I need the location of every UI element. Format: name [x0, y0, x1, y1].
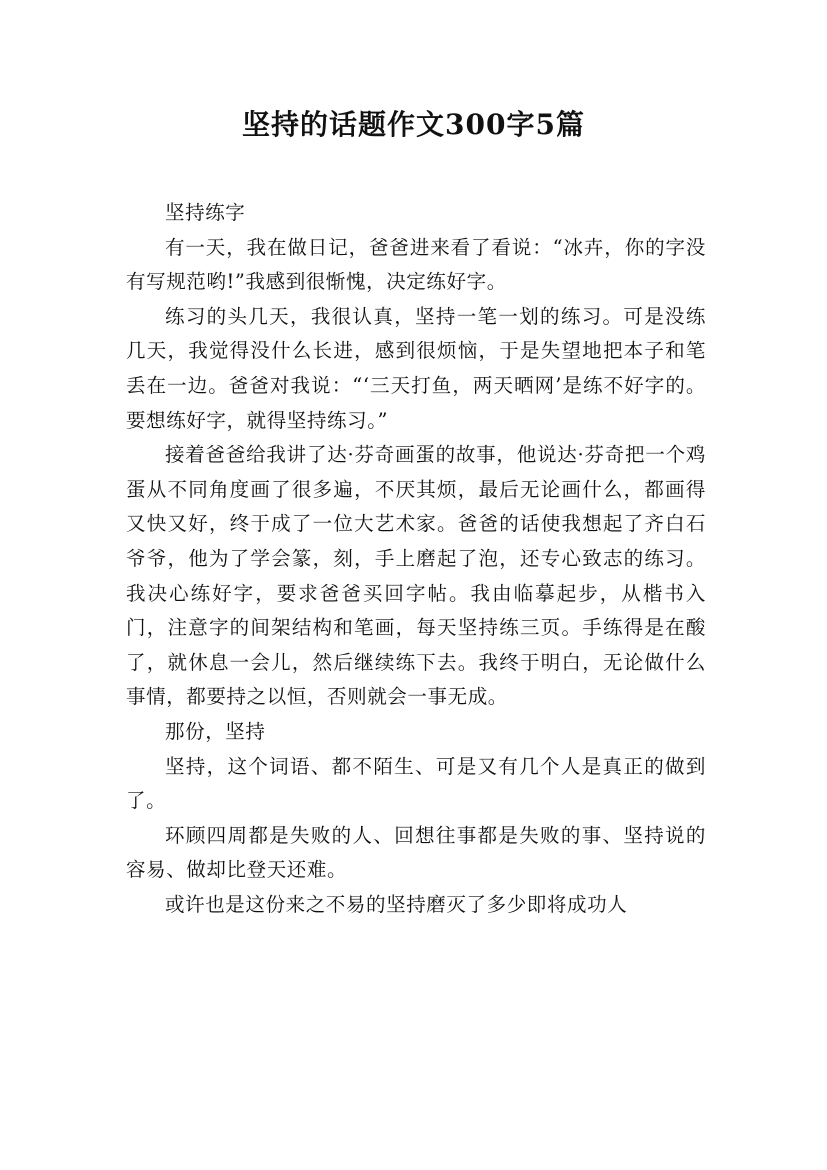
section-heading: 坚持练字: [165, 201, 246, 224]
paragraph: 或许也是这份来之不易的坚持磨灭了多少即将成功人: [165, 892, 628, 916]
paragraph: 坚持，这个词语、都不陌生、可是又有几个人是真正的做到了。: [126, 754, 706, 813]
paragraph: 练习的头几天，我很认真，坚持一笔一划的练习。可是没练几天，我觉得没什么长进，感到很烦恼，于是失望地把本子和笔丢在一边。爸爸对我说：“‘三天打鱼，两天晒网’是练不好字的。要想练好字，就得坚持练习。”: [126, 304, 706, 432]
paragraph: 接着爸爸给我讲了达·芬奇画蛋的故事，他说达·芬奇把一个鸡蛋从不同角度画了很多遍，不厌其烦，最后无论画什么，都画得又快又好，终于成了一位大艺术家。爸爸的话使我想起了齐白石爷爷，他为了学会篆，刻，手上磨起了泡，还专心致志的练习。我决心练好字，要求爸爸买回字帖。我由临摹起步，从楷书入门，注意字的间架结构和笔画，每天坚持练三页。手练得是在酸了，就休息一会儿，然后继续练下去。我终于明白，无论做什么事情，都要持之以恒，否则就会一事无成。: [126, 443, 706, 709]
paragraph: 有一天，我在做日记，爸爸进来看了看说：“冰卉，你的字没有写规范哟!”我感到很惭愧，决定练好字。: [126, 235, 706, 294]
document-body: [126, 196, 706, 922]
section-heading: 那份，坚持: [165, 719, 266, 743]
document-title: 坚持的话题作文300字5篇: [242, 108, 585, 141]
paragraph: 环顾四周都是失败的人、回想往事都是失败的事、坚持说的容易、做却比登天还难。: [126, 823, 706, 882]
